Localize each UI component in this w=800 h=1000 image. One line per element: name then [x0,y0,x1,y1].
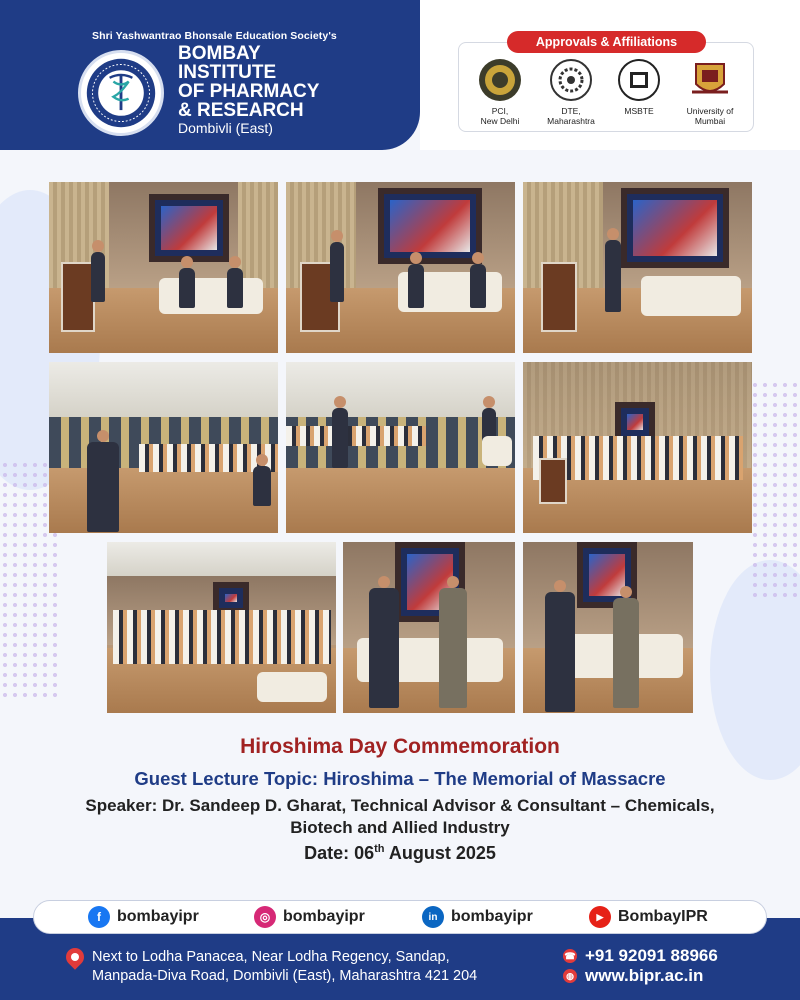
event-photo [286,182,515,353]
caduceus-logo-icon [83,55,159,131]
event-photo [523,542,693,713]
speaker-info [0,795,800,839]
date-prefix: Date: 06 [304,843,375,863]
speaker-line: Biotech and Allied Industry [290,818,510,837]
facebook-icon: f [88,906,110,928]
address [92,948,532,986]
website-url: www.bipr.ac.in [585,966,704,985]
address-line: Manpada-Diva Road, Dombivli (East), Maharashtra 421 204 [92,968,478,984]
approvals-heading: Approvals & Affiliations [507,31,706,53]
social-linkedin[interactable] [422,906,533,928]
linkedin-icon: in [422,906,444,928]
instagram-icon: ◎ [254,906,276,928]
social-facebook[interactable] [88,906,199,928]
lecture-topic: Guest Lecture Topic: Hiroshima – The Memorial of Massacre [134,768,666,789]
speaker-line: Speaker: Dr. Sandeep D. Gharat, Technical Advisor & Consultant – Chemicals, [85,796,715,815]
mumbai-university-seal-icon [688,58,732,102]
event-photo [49,182,278,353]
social-handle: bombayipr [451,908,533,925]
event-photo [343,542,515,713]
event-photo [286,362,515,533]
msbte-seal-icon [617,58,661,102]
affiliation-line: MSBTE [624,106,654,116]
affiliation-pci [464,58,536,126]
social-handle: BombayIPR [618,908,708,925]
dot-pattern-right [750,380,800,600]
institute-location: Dombivli (East) [178,120,273,136]
event-photo [107,542,336,713]
affiliation-line: University of [686,106,734,116]
affiliation-line: DTE, [561,106,581,116]
affiliation-line: Maharashtra [547,116,595,126]
website-link[interactable] [563,966,703,986]
date-suffix: August 2025 [384,843,496,863]
society-name: Shri Yashwantrao Bhonsale Education Society's [92,30,337,42]
institute-name-line: BOMBAY [178,43,261,64]
youtube-icon: ▶ [589,906,611,928]
phone-contact[interactable] [563,946,718,966]
event-title: Hiroshima Day Commemoration [240,735,560,758]
affiliation-mumbai-university [674,58,746,126]
globe-icon: ◍ [563,969,577,983]
date-ordinal: th [374,843,385,855]
event-photo [49,362,278,533]
address-line: Next to Lodha Panacea, Near Lodha Regency, Sandap, [92,949,450,965]
event-photo [523,182,752,353]
event-date [0,843,800,864]
institute-name [178,44,418,120]
affiliation-line: PCI, [491,106,509,116]
event-photo [523,362,752,533]
social-handle: bombayipr [117,908,199,925]
pci-seal-icon [478,58,522,102]
phone-icon: ☎ [563,949,577,963]
institute-name-line: INSTITUTE [178,62,277,83]
phone-number: +91 92091 88966 [585,946,718,965]
institute-name-line: & RESEARCH [178,100,304,121]
institute-logo [78,50,164,136]
social-instagram[interactable] [254,906,365,928]
affiliation-line: Mumbai [694,116,726,126]
affiliation-dte [535,58,607,126]
affiliation-msbte [603,58,675,116]
dte-seal-icon [549,58,593,102]
social-handle: bombayipr [283,908,365,925]
affiliation-line: New Delhi [480,116,520,126]
institute-name-line: OF PHARMACY [178,81,320,102]
social-youtube[interactable] [589,906,708,928]
